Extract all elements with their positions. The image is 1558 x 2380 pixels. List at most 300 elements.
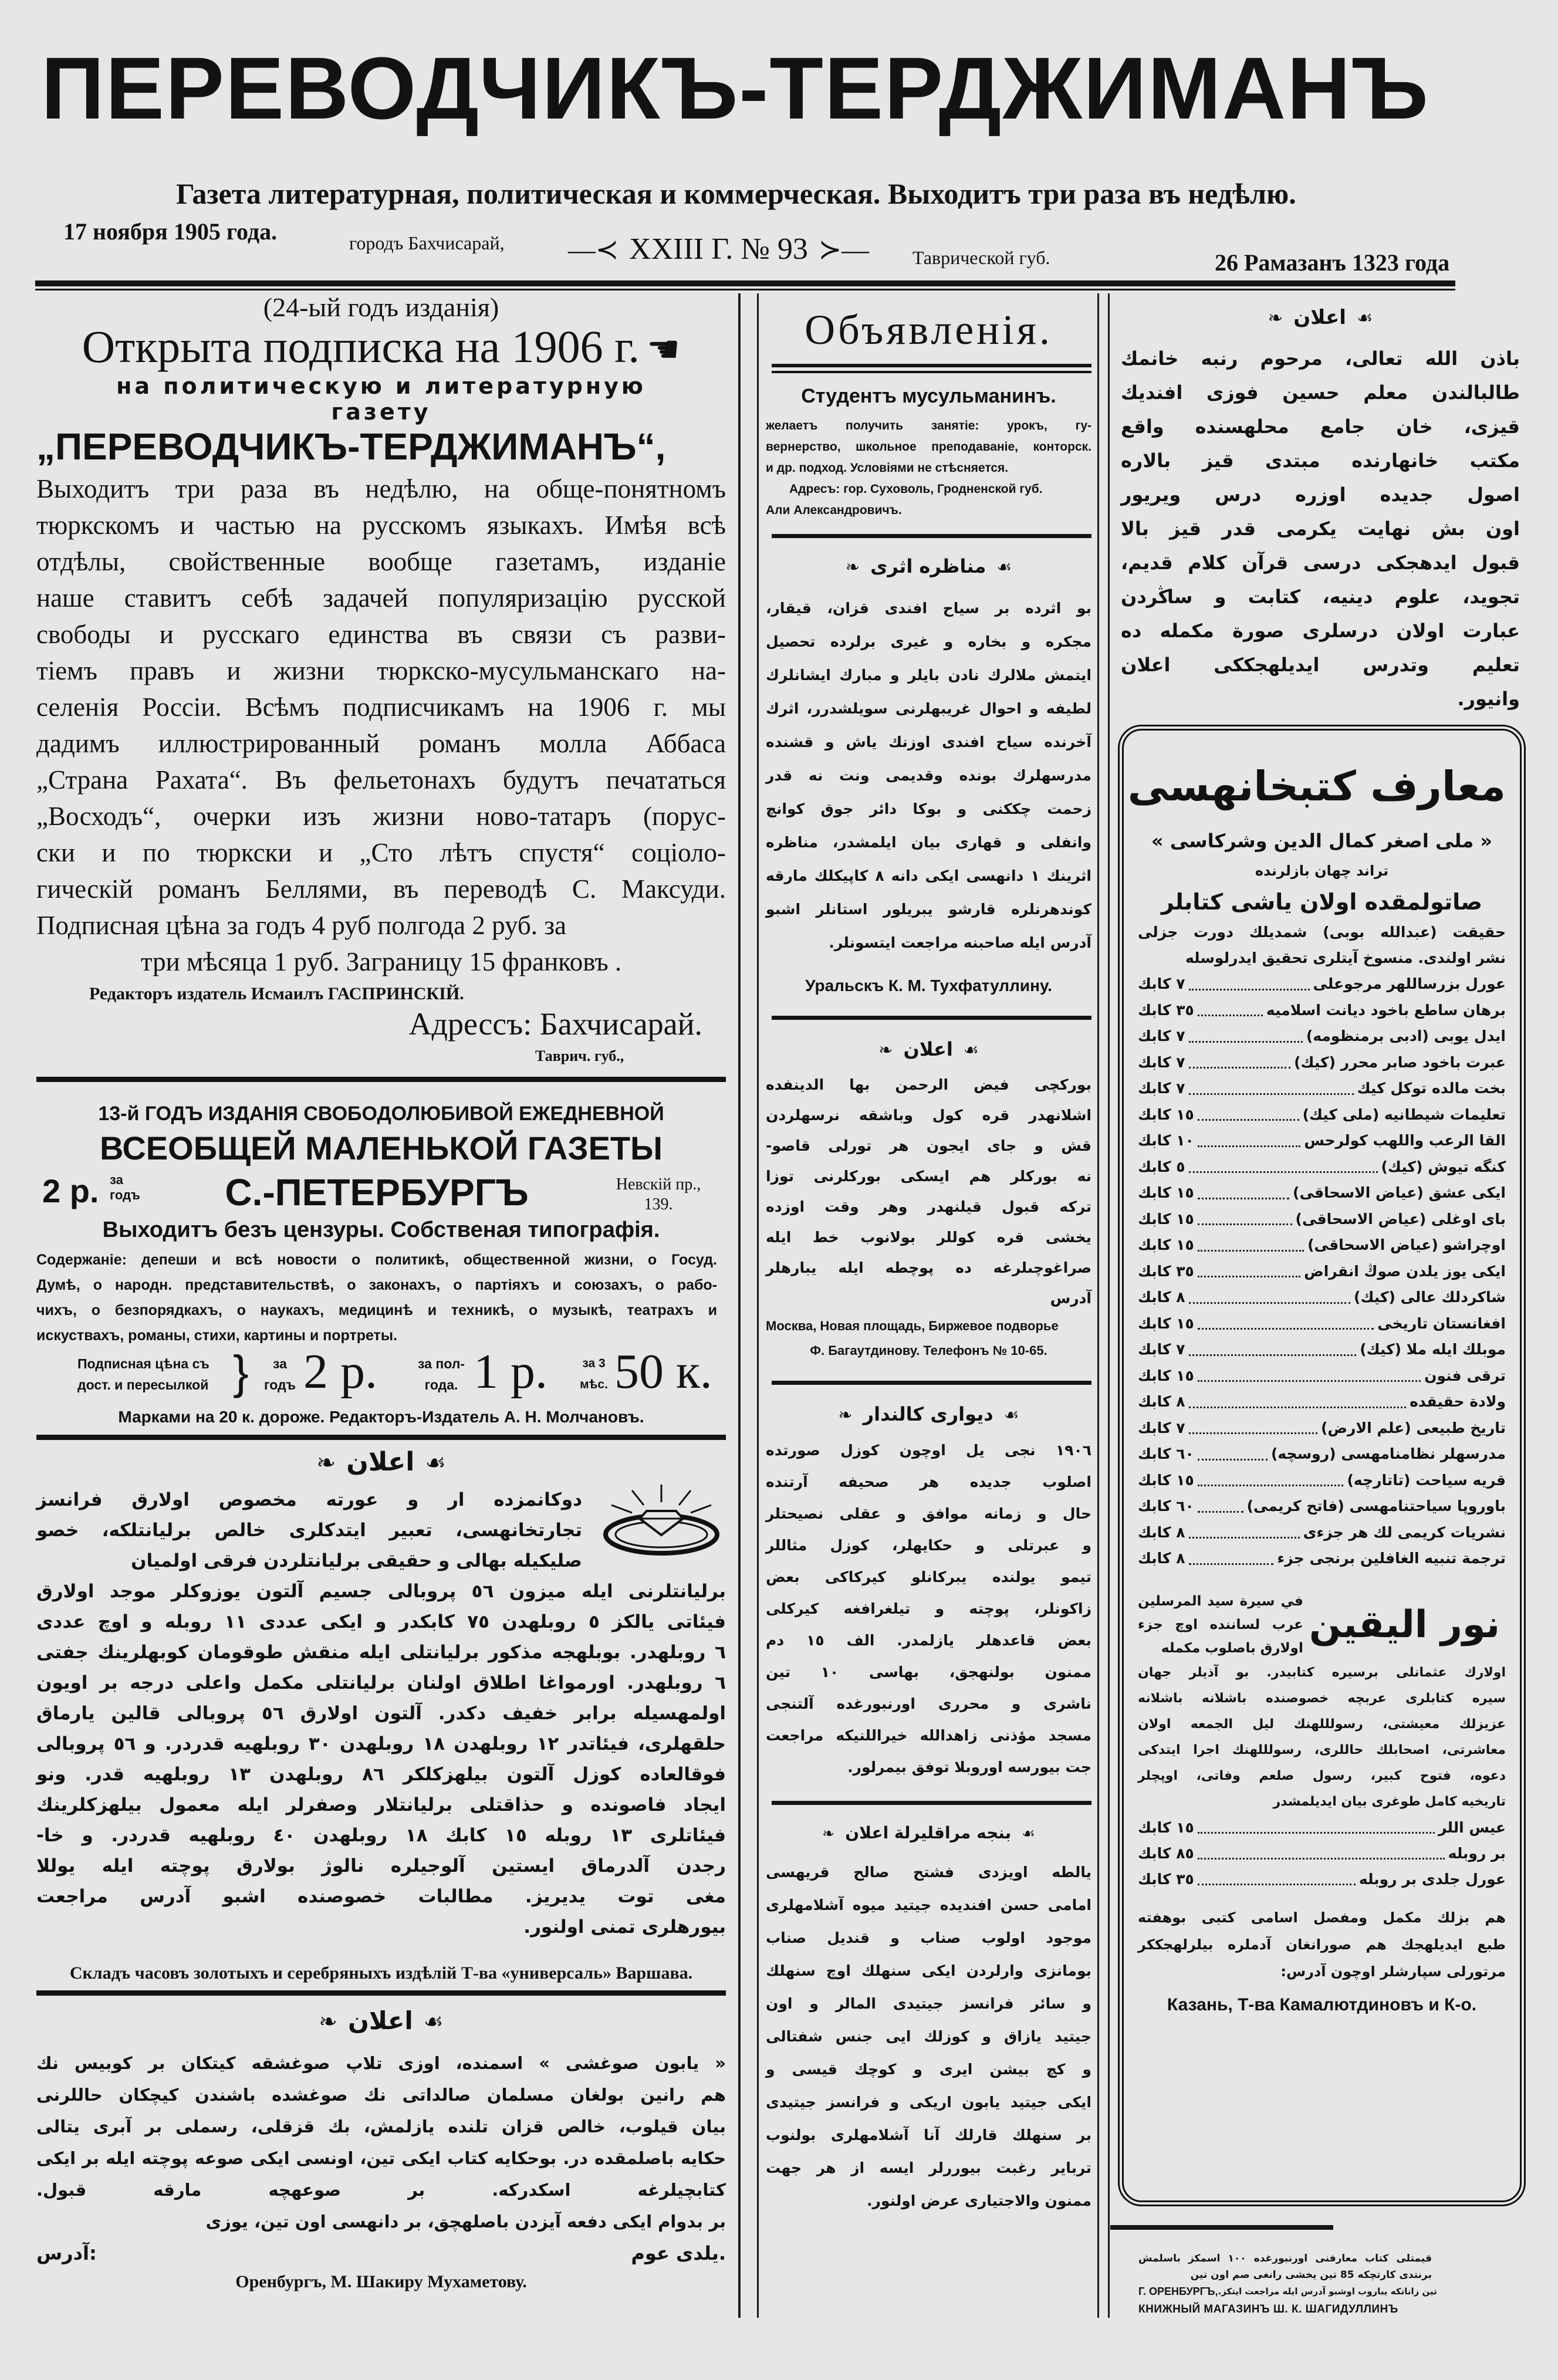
book-title: قريه سياحت (تاتارچه) <box>1347 1471 1506 1489</box>
book-list-item <box>1138 1023 1506 1050</box>
text-line: مغى توت يديريز. مطالبات خصوصنده اشبو آدرس مراجعت <box>36 1886 726 1907</box>
year-note: (24-ый годъ изданія) <box>263 292 499 322</box>
ornament-icon: ❧ <box>878 1040 893 1060</box>
subscription-headline: Открыта подписка на 1906 г. <box>82 321 640 372</box>
book-title: افغانستان تاريخى <box>1377 1314 1506 1332</box>
seedlings-heading: بنجه مراقليرلة اعلان <box>845 1823 1012 1843</box>
text-line: وانيور. <box>1457 688 1520 710</box>
book-list-item <box>1138 1441 1506 1468</box>
bookstore-owners: « ملى اصغر كمال الدين وشركاسى » <box>1151 830 1493 852</box>
ornament-icon: ❧ <box>319 2009 337 2034</box>
spb-city: С.-ПЕТЕРБУРГЪ <box>225 1171 529 1213</box>
text-line: Содержаніе: депеши и всѣ новости о политикѣ, общественной жизни, о Госуд. <box>36 1252 717 1268</box>
leader-dots <box>1198 1441 1268 1461</box>
book-list-item <box>1138 1815 1506 1841</box>
text-line: اون بش نهايت يكرمى قدر قيز بالا <box>1121 518 1520 540</box>
text-line: اصلوب جديده هر صحيفه آرتنده <box>766 1473 1091 1490</box>
book-title: القا الرعب واللهب كولرحس <box>1304 1132 1506 1149</box>
text-line: بعض قاعدهلر يازلمدر. الف ١٥ دم <box>766 1632 1091 1649</box>
book-list-item <box>1138 971 1506 998</box>
book-title: عورل بزرساللهر مرجوعلى <box>1313 975 1506 992</box>
text-line: قش و جاى ايجون هر تورلى قاصو- <box>766 1137 1091 1154</box>
book-price: ٥ كابك <box>1138 1158 1185 1175</box>
text-line: اثرينك ١ دانهسى ايكى دانه ٨ كاپيكلك مارقه <box>766 867 1091 884</box>
text-line: فوقالعاده كوزل آلتون بيلهزكلكر ٨٦ روبلهدن ١٣ روبلهيه قدر. ونو <box>36 1764 726 1785</box>
brace: } <box>233 1346 249 1398</box>
ornament-icon: ☙ <box>423 2009 444 2034</box>
book-price: ١٥ كابك <box>1138 1314 1194 1332</box>
book-price: ٦٠ كابك <box>1138 1445 1194 1462</box>
calendar-lines <box>766 1435 1091 1783</box>
leader-dots <box>1198 1206 1292 1226</box>
address-line: Адрессъ: Бахчисарай. <box>408 1006 702 1042</box>
text-line: ممنون بولنهجق، بهاسى ١٠ تين <box>766 1664 1091 1681</box>
ornament-icon: ❧ <box>316 1449 336 1476</box>
bookstore-location: تراند چهان بازلرنده <box>1255 863 1389 879</box>
masthead-rule <box>35 280 1455 286</box>
text-line: дадимъ иллюстрированный романъ молла Аббаса <box>36 729 726 758</box>
leader-dots <box>1189 1023 1303 1043</box>
text-line: اولارك عثمانلى برسيره كتابيدر. بو آذيلر جهان <box>1138 1665 1506 1680</box>
bookstore-ad <box>1118 725 1526 2206</box>
book-price: ٧ كابك <box>1138 1419 1185 1436</box>
spb-quarter-label: за 3 мѣс. <box>580 1357 608 1391</box>
girls-school-ad <box>1121 305 1520 716</box>
issue-number: XXIII Г. № 93 <box>629 232 808 266</box>
text-line: و عبرتلى و حكايهلر، كوزل مثاللر <box>766 1537 1091 1554</box>
book-list-item <box>1138 1493 1506 1520</box>
student-heading: Студентъ мусульманинъ. <box>801 385 1056 407</box>
text-line: « يابون صوغشى » اسمنده، اوزى تلاپ صوغشقه كيتكان بر كوبيس نك <box>36 2053 726 2073</box>
book-list-item <box>1138 1311 1506 1337</box>
bookstore-heading: صاتولمقده اولان ياشى كتابلر <box>1161 889 1483 915</box>
book-price: ٨ كابك <box>1138 1550 1185 1567</box>
text-line: تاريخيه كامل طوغرى بيان ايديلمشدر <box>1273 1794 1506 1809</box>
pointing-hand-icon: ☚ <box>646 329 681 370</box>
bookstore-title: معارف كتبخانهسى <box>1127 762 1506 810</box>
leader-dots <box>1189 1050 1291 1069</box>
book-title: بر روبله <box>1448 1844 1506 1862</box>
book-list-item <box>1138 1415 1506 1442</box>
book-price: ١٥ كابك <box>1138 1471 1194 1489</box>
book-list-item <box>1138 1259 1506 1285</box>
war-story-last: يلدى عوم. <box>631 2242 726 2264</box>
leader-dots <box>1198 1102 1299 1121</box>
spb-quarter-price: 50 к. <box>614 1344 712 1399</box>
book-title: عيس اللر <box>1438 1818 1506 1836</box>
text-line: ٦ روبلهدر. اورمواغا اطلاق اولنان برليانتلى مكمل واعلى درجه بر اويون <box>36 1672 726 1693</box>
text-line: طالبالندن معلم حسين فوزى افنديك <box>1121 381 1520 404</box>
text-line: فيئاتلرى ١٣ روبله ١٥ كابك ١٨ روبلهدن ٤٠ روبلهيه قدردر. و خا- <box>36 1825 726 1846</box>
seedlings-ad <box>766 1823 1091 2217</box>
book-price: ٨ كابك <box>1138 1393 1185 1410</box>
book-title: باى اوغلى (عياض الاسحاقى) <box>1295 1210 1506 1228</box>
text-line: طبع ايديلهجك هم صورانغان آدملره بيلرلهجككر <box>1138 1936 1506 1953</box>
text-line: свободы и русскаго единства въ связи съ разви- <box>36 620 726 649</box>
student-address: Адресъ: гор. Суховоль, Гродненской губ. <box>789 482 1043 496</box>
book-price: ٨٥ كابك <box>1138 1844 1194 1862</box>
section-rule <box>36 1990 726 1996</box>
text-line: حلقهلرى، فيئاتدر ١٢ روبلهدن ١٨ روبلهدن ٣٠ روبلهيه قدردر. و ٥٦ پروبالى <box>36 1733 726 1754</box>
text-line: دعوه، فتوح كبير، رسول صلعم وفاتى، اوپچلر <box>1138 1768 1506 1783</box>
spb-price-left-note: за годъ <box>110 1172 140 1202</box>
text-line: ممنون والاجتيارى عرض اولنور. <box>867 2192 1091 2209</box>
jewelry-lines-top <box>36 1485 582 1576</box>
spb-half-price: 1 р. <box>474 1344 548 1399</box>
text-line: لطيفه و احوال غريبهلرنى سويلشدرر، اثرك <box>766 700 1091 717</box>
book-title: ايدل يوبى (ادبى برمنظومه) <box>1306 1027 1506 1044</box>
nur-title: نور اليقين <box>1309 1603 1500 1647</box>
text-line: اصول جديده اوزره درس ويريور <box>1121 484 1520 506</box>
text-line: زاكونلر، پوچته و تيلغرافغه كيركلى <box>766 1600 1091 1617</box>
text-line: فيئاتى يالكز ٥ روبلهدن ٧٥ كابكدر و ايكى عددى ١١ روبله و اوچ عددى <box>36 1611 726 1632</box>
book-list-item <box>1138 1468 1506 1494</box>
book-title: ترجمة تنبيه الغافلين برنجى جزء <box>1277 1550 1506 1567</box>
column-divider <box>1097 293 1099 2318</box>
nur-lines <box>1138 1590 1303 1660</box>
book-title: تعليمات شيطانيه (ملى كيك) <box>1302 1106 1506 1123</box>
ornament-icon: ❧ <box>822 1825 835 1842</box>
spb-half-label: за пол-года. <box>418 1356 465 1392</box>
leader-dots <box>1189 971 1310 990</box>
text-line: موجود اولوب صناب و قنديل صناب <box>766 1929 1091 1946</box>
text-line: تيمو يولنده يبركانلو كيركاكى بعض <box>766 1568 1091 1585</box>
announcements-column <box>766 293 1091 2217</box>
furrier-lines <box>766 1070 1091 1314</box>
text-line: آدرس ايله صاحبنه مراجعت ايتسونلر. <box>829 934 1091 951</box>
book-list-item <box>1138 1363 1506 1390</box>
text-line: желаетъ получить занятіе: урокъ, гу- <box>766 419 1091 432</box>
editor-line: Редакторъ издатель Исмаилъ ГАСПРИНСКІЙ. <box>89 984 464 1003</box>
leader-dots <box>1198 1128 1300 1147</box>
book-title: تاريخ طبيعى (علم الارض) <box>1321 1419 1506 1436</box>
masthead-rule-thin <box>35 289 1455 290</box>
ornament-icon: ☙ <box>1022 1825 1035 1842</box>
text-line: نه بوركلر هم ايسكى بوركلرنى توزا <box>766 1168 1091 1185</box>
text-line: Думѣ, о народн. представительствѣ, о законахъ, о партіяхъ и союзахъ, о рабо- <box>36 1277 717 1293</box>
subscription-body <box>36 471 726 944</box>
shagidullin-lines <box>1138 2250 1432 2283</box>
book-price: ٧ كابك <box>1138 1027 1185 1044</box>
seedlings-lines <box>766 1856 1091 2217</box>
book-price: ٣٥ كابك <box>1138 1262 1194 1280</box>
text-line: جت بيورسه اوروبلا توفق بيمرلور. <box>847 1759 1091 1776</box>
text-line: برليانتلرنى ايله ميزون ٥٦ پروبالى جسيم آلتون يوزوكلر موجد اولارق <box>36 1581 726 1602</box>
text-line: بوركچى فيض الرحمن بها الدينفده <box>766 1076 1091 1093</box>
book-list-item <box>1138 1389 1506 1415</box>
text-line: عرب لساننده اوچ جزء <box>1138 1617 1303 1632</box>
shagidullin-store: КНИЖНЫЙ МАГАЗИНЪ Ш. К. ШАГИДУЛЛИНЪ <box>1138 2303 1398 2315</box>
book-title: اوچراشو (عياض الاسحاقى) <box>1307 1236 1506 1253</box>
book-list-item <box>1138 1841 1506 1867</box>
ornament-icon: ❧ <box>838 1405 853 1425</box>
leader-dots <box>1198 998 1263 1017</box>
text-line: مكتب خانهارنده مبتدى قيز بالاره <box>1121 449 1520 472</box>
spb-line1: 13-й ГОДЪ ИЗДАНІЯ СВОБОДОЛЮБИВОЙ ЕЖЕДНЕВНОЙ <box>98 1103 664 1125</box>
book-title: موبلك ايله ملا (كيك) <box>1360 1341 1506 1358</box>
subscription-sub1: на политическую и литературную <box>116 373 646 399</box>
book-price: ١٥ كابك <box>1138 1818 1194 1836</box>
text-line: معاشرتى، اصحابلك حاللرى، رسولللهنك اجرا ايتدكى <box>1138 1742 1506 1757</box>
text-line: دوكانمزده ار و عورته مخصوص اولارق فرانسز <box>36 1489 582 1510</box>
issue-date: 17 ноября 1905 года. <box>63 218 278 245</box>
text-line: بر بدوام ايكى دفعه آيزدن باصلهچق، بر دانهسى اون تين، يوزى <box>205 2212 726 2232</box>
text-line: بر سنهلك قارلك آنا آشلامهلرى بولنوب <box>766 2127 1091 2144</box>
address-sub: Таврич. губ., <box>535 1047 624 1064</box>
ornament-icon: ☙ <box>963 1040 979 1060</box>
leader-dots <box>1189 1389 1407 1408</box>
text-line: امامى حسن افنديده جيتيد ميوه آشلامهلرى <box>766 1896 1091 1914</box>
section-rule <box>1110 2225 1333 2230</box>
book-list-item <box>1138 1520 1506 1546</box>
text-line: تجارتخانهسى، تعبير ايتدكلرى خالص برليانتلكه، خصو <box>36 1520 582 1541</box>
spb-price-left: 2 р. <box>42 1172 99 1209</box>
war-story-address-label: آدرس: <box>36 2242 97 2264</box>
bookstore-closing <box>1138 1904 1506 1985</box>
text-line: مجكره و بخاره و غيرى برلرده تحصيل <box>766 633 1091 650</box>
girls-school-lines <box>1121 342 1520 716</box>
calendar-heading: ديوارى كالندار <box>863 1403 993 1425</box>
text-line: ١٩٠٦ نجى يل اوچون كوزل صورتده <box>766 1442 1091 1459</box>
ornament-icon: ❧ <box>1268 308 1283 329</box>
text-line: مرتورلى سپارشلر اوچون آدرس: <box>1280 1963 1506 1980</box>
leader-dots <box>1198 1815 1435 1834</box>
book-price: ٦٠ كابك <box>1138 1497 1194 1514</box>
book-title: ترقى فنون <box>1424 1367 1506 1384</box>
book-list-item <box>1138 1867 1506 1892</box>
text-line: тіемъ правъ и жизни тюркско-мусульманскаго на- <box>36 656 726 685</box>
leader-dots <box>1198 1493 1243 1513</box>
book-price: ١٥ كابك <box>1138 1106 1194 1123</box>
text-line: آخرنده سياح افندى اوزنك ياش و قشنده <box>766 733 1091 750</box>
text-line: ايتمش ملالرك نادن بايلر و مبارك ايشانلرك <box>766 667 1091 684</box>
book-title: باوروپا سياحتنامهسى (فاتح كريمى) <box>1246 1497 1506 1514</box>
text-line: „Восходъ“, очерки изъ жизни ново-татаръ (порус- <box>36 802 726 831</box>
book-price: ١٥ كابك <box>1138 1236 1194 1253</box>
column-divider <box>1108 293 1110 2318</box>
text-line: بومانزى وارلردن ايكى سنهلك اوچ سنهلك <box>766 1962 1091 1979</box>
book-price: ٧ كابك <box>1138 1341 1185 1358</box>
ornament-icon: ☙ <box>1003 1405 1019 1425</box>
text-line: تعليم وتدرس ايديلهجككى اعلان <box>1121 654 1520 676</box>
column-divider <box>757 293 759 2318</box>
leader-dots <box>1189 1546 1274 1565</box>
spb-title: ВСЕОБЩЕЙ МАЛЕНЬКОЙ ГАЗЕТЫ <box>100 1130 663 1167</box>
text-line: искуствахъ, романы, стихи, картины и портреты. <box>36 1327 398 1344</box>
text-line: و كچ بيشن ايرى و كوچك قيسى و <box>766 2061 1091 2078</box>
text-line: „Страна Рахата“. Въ фельетонахъ будутъ печататься <box>36 765 726 795</box>
shagidullin-ad <box>1138 2250 1437 2317</box>
text-line: ترباير رغبت بيوررلر ايسه از هر جهت <box>766 2159 1091 2176</box>
leader-dots <box>1189 1284 1350 1304</box>
issue-province: Таврической губ. <box>913 247 1050 268</box>
book-price: ١٥ كابك <box>1138 1184 1194 1201</box>
jewelry-ad <box>36 1446 726 1942</box>
jewelry-footer: Складъ часовъ золотыхъ и серебряныхъ издѣлій Т-ва «универсаль» Варшава. <box>69 1963 693 1983</box>
text-line: برنتدى كارتچكه 85 تين يخشى رانغى صم اون تين <box>1190 2269 1432 2281</box>
spb-price-label: Подписная цѣна съ дост. и пересылкой <box>77 1356 209 1392</box>
text-line: اولمهسيله برابر خفيف دكدر. آلتون اولارق ٥٦ پروبالى قالين يارماق <box>36 1703 726 1724</box>
book-title: مدرسهلر نظامنامهسى (روسچه) <box>1270 1445 1506 1462</box>
book-list-item <box>1138 1102 1506 1128</box>
text-line: Подписная цѣна за годъ 4 руб полгода 2 руб. за <box>36 911 567 940</box>
bookstore-address: Казань, Т-ва Камалютдиновъ и К-о. <box>1167 1994 1477 2014</box>
text-line: Выходитъ три раза въ недѣлю, на обще-понятномъ <box>36 474 726 503</box>
book-list-item <box>1138 998 1506 1024</box>
text-line: يخشى قره كوللر بولانوب خط ايله <box>766 1229 1091 1246</box>
furrier-address2: Ф. Багаутдинову. Телефонъ № 10-65. <box>810 1343 1047 1358</box>
ornament-icon: —≺ <box>568 235 619 265</box>
text-line: ايجاد فاصونده و حذاقتلى برليانتلار وصفرلر ايله معمول بيلهزكلرينك <box>36 1794 726 1816</box>
text-line: زحمت چككنى و بوكا دائر جوق كوانچ <box>766 800 1091 817</box>
spb-contents <box>36 1248 717 1348</box>
furrier-ad <box>766 1037 1091 1363</box>
leader-dots <box>1198 1259 1300 1278</box>
ornament-icon: ☙ <box>1356 308 1373 329</box>
leader-dots <box>1198 1232 1304 1252</box>
bookstore-more-prices <box>1138 1815 1506 1892</box>
spb-year-price: 2 р. <box>303 1344 377 1399</box>
book-price: ٧ كابك <box>1138 975 1185 992</box>
text-line: и др. подход. Условіями не стѣсняется. <box>766 461 1009 475</box>
war-story-heading: اعلان <box>347 2006 413 2035</box>
war-story-address: Оренбургъ, М. Шакиру Мухаметову. <box>235 2272 527 2291</box>
leader-dots <box>1189 1076 1354 1095</box>
text-line: тюркскомъ и частью на русскомъ языкахъ. Имѣя всѣ <box>36 511 726 540</box>
book-title: عورل جلدى بر روبله <box>1358 1870 1506 1888</box>
book-list-item <box>1138 1050 1506 1076</box>
ornament-icon: ☙ <box>996 557 1012 577</box>
debate-signature: Уральскъ К. М. Тухфатуллину. <box>805 976 1052 995</box>
leader-dots <box>1189 1520 1300 1539</box>
section-rule <box>36 1077 726 1082</box>
diamond-ring-icon <box>600 1479 723 1561</box>
text-line: صراغوچىلرغه ده پوچطه ايله يبارهلر <box>766 1259 1091 1276</box>
book-list-item <box>1138 1180 1506 1206</box>
text-line: هم رانين بولغان مسلمان صالداتى نك صوغشده باشندن كيچكان حاللرنى <box>36 2085 726 2105</box>
text-line: вернерство, школьное преподаваніе, конторск. <box>766 440 1091 454</box>
section-rule <box>36 1435 726 1440</box>
book-list-item <box>1138 1232 1506 1259</box>
furrier-heading: اعلان <box>903 1038 953 1060</box>
issue-number-block <box>557 232 880 268</box>
text-line: صليكيله بهالى و حقيقى برليانتلردن فرقى اولميان <box>131 1550 582 1571</box>
text-line: ٦ روبلهدر. بوبلهجه مذكور برليانتلى ايله منقش طوقومان كوبهلرينك جفتى <box>36 1642 726 1663</box>
text-line: اولارق باصلوب مكمله <box>1161 1640 1303 1656</box>
nur-description <box>1138 1660 1506 1815</box>
girls-school-heading: اعلان <box>1293 306 1346 329</box>
text-line: قيزى، خان جامع محلهسنده واقع <box>1121 415 1520 438</box>
text-line: حقيقت (عبدالله بوبى) شمديلك دورت جزلى <box>1138 924 1506 941</box>
text-line: رجدن آلدرماق ايستين آلوجيلره نالوژ بولارق پوچته ايله يوللا <box>36 1855 726 1877</box>
text-line: قيمتلى كتاب معارفنى اورنبورغده ١٠٠ اسمكز باسلمش <box>1138 2253 1432 2264</box>
text-line: تجويد، علوم دينيه، كتابت و ساڭردن <box>1121 586 1520 608</box>
announcements-title: Объявленія. <box>805 306 1053 353</box>
book-title: بخت مالده توكل كيك <box>1357 1080 1506 1097</box>
book-title: برهان ساطع باخود ديانت اسلاميه <box>1266 1001 1506 1019</box>
text-line: و سائر فرانسز جيتيدى المالر و اون <box>766 1995 1091 2012</box>
jewelry-lines <box>36 1576 726 1942</box>
debate-lines <box>766 591 1091 959</box>
text-line: سيره كتابلرى عربچه خصوصنده باشلانه باشلانه <box>1138 1691 1506 1706</box>
book-title: عبرت باخود صابر محرر (كيك) <box>1294 1053 1506 1071</box>
ornament-icon: ≻— <box>818 235 869 265</box>
book-price: ٧ كابك <box>1138 1053 1185 1071</box>
text-line: آدرس <box>1050 1290 1091 1307</box>
text-line: مدرسهلرك بونده وقديمى ونت نه قدر <box>766 767 1091 784</box>
book-price: ٣٥ كابك <box>1138 1001 1194 1019</box>
text-line: كتابچيلرغه اسكدركه. بر صوعهچه مارقه قبول. <box>36 2180 726 2200</box>
text-line: هم بزلك مكمل ومفصل اسامى كتبى بوهفته <box>1138 1909 1506 1926</box>
text-line: في سيرة سيد المرسلين <box>1138 1593 1303 1609</box>
war-story-ad <box>36 2006 726 2293</box>
debate-heading: مناظره اثرى <box>870 555 986 577</box>
book-title: ولادة حقيقده <box>1410 1393 1506 1410</box>
column-divider <box>738 293 741 2318</box>
book-list-item <box>1138 1546 1506 1572</box>
book-list-item <box>1138 1337 1506 1363</box>
book-list-item <box>1138 1284 1506 1311</box>
book-price: ١٥ كابك <box>1138 1367 1194 1384</box>
war-story-lines <box>36 2047 726 2237</box>
leader-dots <box>1189 1415 1317 1435</box>
text-line: اشلانهدر قره كول وباشقه نرسهلردن <box>766 1107 1091 1124</box>
text-line: وانفلى و قهارى بيان ايلمشدر، مناظره <box>766 834 1091 851</box>
text-line: ски и по тюркски и „Сто лѣтъ спустя“ соціоло- <box>36 838 726 867</box>
student-name: Али Александровичъ. <box>766 503 902 517</box>
masthead-title: ПЕРЕВОДЧИКЪ-ТЕРДЖИМАНЪ <box>41 39 1429 137</box>
subscription-price: три мѣсяца 1 руб. Заграницу 15 франковъ . <box>140 947 622 976</box>
text-line: حكايه باصلمقده در. بوحكايه كتاب ايكى تين، اونسى ايكى صوعه پوچته ايله بر ايكى <box>36 2148 726 2168</box>
book-list-item <box>1138 1154 1506 1181</box>
book-title: ايكى عشق (عياض الاسحاقى) <box>1293 1184 1506 1201</box>
text-line: تركه قبول قيلنهدر وهر وقت اوزده <box>766 1198 1091 1215</box>
spb-year-label: за годъ <box>263 1356 296 1392</box>
bookstore-intro <box>1138 919 1506 971</box>
shagidullin-line3: تين زاناتكه يباروب اوشبو آدرس ايله مراجعت ايتكز. <box>1218 2286 1437 2297</box>
text-line: مسجد مؤذنى زاهدالله خيراللنيكه مراجعت <box>766 1727 1091 1744</box>
bookstore-price-list <box>1138 971 1506 1572</box>
leader-dots <box>1198 1468 1344 1487</box>
spb-address: Невскій пр., 139. <box>616 1175 701 1213</box>
text-line: باذن الله تعالى، مرحوم رنبه خانمك <box>1121 347 1520 370</box>
book-list-item <box>1138 1076 1506 1102</box>
text-line: ايكى جيتيد يابون اريكى و فرانسز جيتيدى <box>766 2094 1091 2111</box>
text-line: ناشرى و محررى اورنبورغده آلتنجى <box>766 1695 1091 1712</box>
leader-dots <box>1198 1867 1356 1885</box>
leader-dots <box>1198 1180 1289 1199</box>
subscription-sub2: газету <box>331 399 431 425</box>
hijri-date: 26 Рамазанъ 1323 года <box>1215 249 1450 276</box>
book-title: نشريات كريمى لك هر جزءى <box>1303 1523 1506 1541</box>
book-title: شاكردلك عالى (كيك) <box>1354 1289 1506 1306</box>
shagidullin-city: Г. ОРЕНБУРГЪ, <box>1138 2286 1218 2297</box>
issue-city: городъ Бахчисарай, <box>349 232 505 253</box>
text-line: отдѣлы, свойственные вообще газетамъ, изданіе <box>36 547 726 576</box>
leader-dots <box>1198 1841 1445 1860</box>
book-title: ايكى يوز يلدن صوڭ انقراض <box>1304 1262 1506 1280</box>
book-price: ٨ كابك <box>1138 1289 1185 1306</box>
text-line: гическій романъ Беллями, въ переводѣ С. Максуди. <box>36 874 726 904</box>
book-price: ٣٥ كابك <box>1138 1870 1194 1888</box>
student-ad <box>766 384 1091 521</box>
jewelry-heading: اعلان <box>346 1447 415 1477</box>
student-lines <box>766 415 1091 479</box>
leader-dots <box>1198 1363 1421 1382</box>
text-line: наше ставитъ себѣ задачей популяризацію русской <box>36 583 726 613</box>
book-price: ١٥ كابك <box>1138 1210 1194 1228</box>
text-line: بو اثرده بر سياح افندى قزان، قيقار، <box>766 600 1091 617</box>
